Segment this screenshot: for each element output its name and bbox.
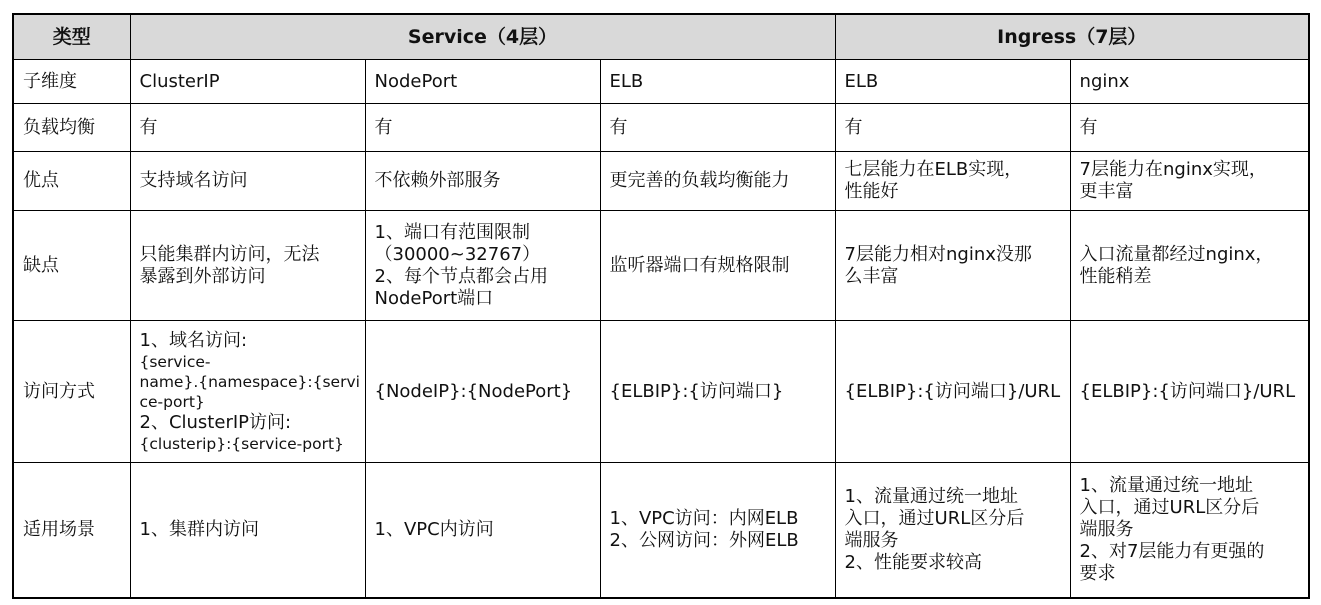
text-line: 入口，通过URL区分后	[1079, 496, 1260, 518]
row-access	[13, 321, 1309, 463]
text-line: 1、端口有范围限制	[374, 221, 530, 243]
cell-subdimension-elb: ELB	[600, 60, 835, 104]
text-line: 端服务	[1079, 518, 1134, 540]
comparison-table	[12, 13, 1310, 599]
cell-subdimension-clusterip: ClusterIP	[130, 60, 365, 104]
text-line: NodePort端口	[374, 287, 494, 309]
cell-pros-nodeport	[365, 152, 600, 211]
cell-subdimension-nodeport: NodePort	[365, 60, 600, 104]
cell-scenario-nginx	[1070, 463, 1309, 598]
text-line: 入口流量都经过nginx，	[1079, 243, 1274, 265]
cell-scenario-ingress-elb	[835, 463, 1070, 598]
text-line: 么丰富	[844, 265, 899, 287]
row-label-pros: 优点	[13, 152, 130, 211]
text-line: 更完善的负载均衡能力	[609, 170, 790, 191]
cell-pros-ingress-elb	[835, 152, 1070, 211]
cell-cons-elb	[600, 211, 835, 321]
cell-cons-nodeport	[365, 211, 600, 321]
cell-access-clusterip	[130, 321, 365, 463]
text-line: {clusterip}:{service-port}	[139, 434, 344, 453]
header-service: Service（4层）	[130, 14, 835, 60]
cell-subdimension-ingress-elb: ELB	[835, 60, 1070, 104]
cell-access-nginx: {ELBIP}:{访问端口}/URL	[1070, 321, 1309, 463]
cell-access-elb: {ELBIP}:{访问端口}	[600, 321, 835, 463]
cell-lb-nodeport: 有	[365, 104, 600, 152]
row-load-balance	[13, 104, 1309, 152]
text-line: 2、ClusterIP访问:	[139, 411, 292, 433]
text-line: 1、集群内访问	[139, 518, 259, 540]
row-label-scenarios: 适用场景	[13, 463, 130, 598]
cell-scenario-clusterip	[130, 463, 365, 598]
header-ingress: Ingress（7层）	[835, 14, 1309, 60]
row-pros	[13, 152, 1309, 211]
text-line: （30000~32767）	[374, 243, 541, 265]
text-line: 1、流量通过统一地址	[1079, 474, 1253, 496]
text-line: 7层能力相对nginx没那	[844, 243, 1032, 265]
cell-scenario-nodeport	[365, 463, 600, 598]
header-row	[13, 14, 1309, 60]
text-line: 2、每个节点都会占用	[374, 265, 548, 287]
row-cons	[13, 211, 1309, 321]
row-subdimension	[13, 60, 1309, 104]
cell-lb-nginx: 有	[1070, 104, 1309, 152]
text-line: 7层能力在nginx实现，	[1079, 159, 1267, 180]
text-line: 更丰富	[1079, 181, 1134, 202]
row-label-load-balance: 负载均衡	[13, 104, 130, 152]
cell-scenario-elb	[600, 463, 835, 598]
text-line: 1、VPC访问：内网ELB	[609, 507, 799, 529]
text-line: 不依赖外部服务	[374, 170, 501, 191]
cell-access-ingress-elb: {ELBIP}:{访问端口}/URL	[835, 321, 1070, 463]
cell-lb-elb: 有	[600, 104, 835, 152]
text-line: 2、对7层能力有更强的	[1079, 540, 1265, 562]
text-line: 端服务	[844, 529, 899, 551]
text-line: 2、性能要求较高	[844, 551, 982, 573]
row-label-subdimension: 子维度	[13, 60, 130, 104]
cell-lb-clusterip: 有	[130, 104, 365, 152]
text-line: 1、流量通过统一地址	[844, 485, 1018, 507]
row-label-cons: 缺点	[13, 211, 130, 321]
cell-pros-elb	[600, 152, 835, 211]
text-line: 性能稍差	[1079, 265, 1152, 287]
cell-cons-clusterip	[130, 211, 365, 321]
text-line: {service-	[139, 352, 211, 371]
row-label-access: 访问方式	[13, 321, 130, 463]
cell-pros-nginx	[1070, 152, 1309, 211]
text-line: 暴露到外部访问	[139, 265, 266, 287]
cell-access-nodeport: {NodeIP}:{NodePort}	[365, 321, 600, 463]
cell-subdimension-nginx: nginx	[1070, 60, 1309, 104]
text-line: ce-port}	[139, 392, 205, 411]
cell-cons-nginx	[1070, 211, 1309, 321]
text-line: 只能集群内访问，无法	[139, 243, 320, 265]
cell-lb-ingress-elb: 有	[835, 104, 1070, 152]
text-line: 1、域名访问:	[139, 329, 248, 351]
header-type: 类型	[13, 14, 130, 60]
text-line: 1、VPC内访问	[374, 518, 494, 540]
text-line: 性能好	[844, 181, 899, 202]
text-line: name}.{namespace}:{servi	[139, 372, 360, 391]
cell-cons-ingress-elb	[835, 211, 1070, 321]
cell-pros-clusterip	[130, 152, 365, 211]
text-line: 入口，通过URL区分后	[844, 507, 1025, 529]
text-line: 支持域名访问	[139, 170, 248, 191]
row-scenarios	[13, 463, 1309, 598]
text-line: 监听器端口有规格限制	[609, 254, 790, 276]
text-line: 2、公网访问：外网ELB	[609, 529, 799, 551]
text-line: 七层能力在ELB实现，	[844, 159, 1023, 180]
text-line: 要求	[1079, 562, 1116, 584]
